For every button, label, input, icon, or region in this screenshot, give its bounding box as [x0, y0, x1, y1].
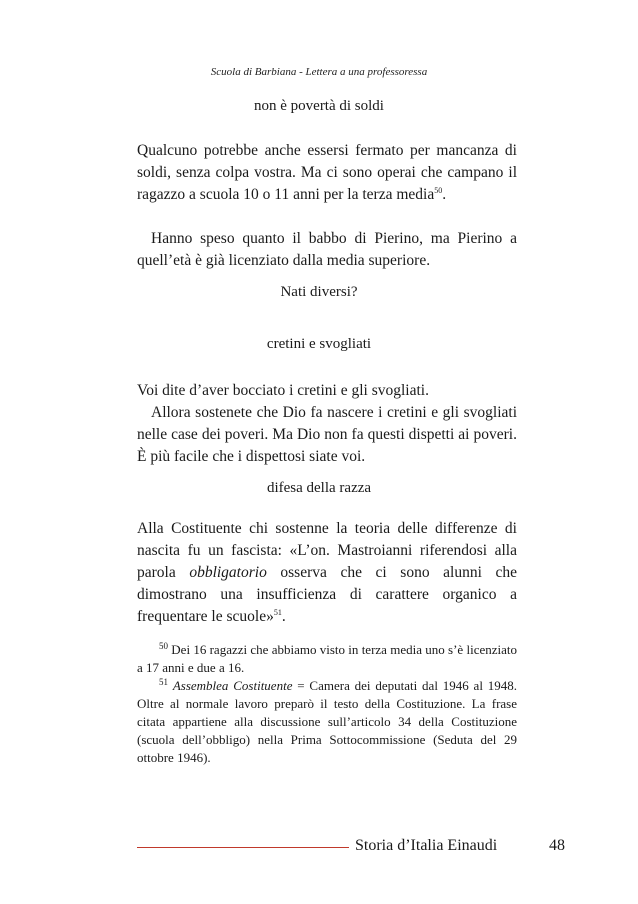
section-heading-born-different: Nati diversi? [280, 284, 358, 300]
paragraph-poverty-1 [137, 140, 517, 206]
footer-rule [137, 847, 349, 848]
section-heading-race: difesa della razza [266, 480, 372, 496]
paragraph-end: . [281, 608, 286, 625]
footnote-text: = Camera dei deputati dal 1946 al 1948. Oltre al normale lavoro preparò il testo della Costituzione. La frase citata appartiene alla discussione sull’articolo 34 della Costituzione (scuola dell’obbligo) nella Prima Sottocommissione (Seduta del 29 ottobre 1946). [137, 678, 518, 765]
paragraph-text-a: Alla Costituente chi sostenne la teoria delle differenze di nascita fu un fascista: «L’on. Mastroianni riferendosi alla parola [137, 520, 517, 581]
footnote-50 [137, 641, 517, 677]
paragraph-cretins-1: Voi dite d’aver bocciato i cretini e gli svogliati. [137, 382, 429, 399]
paragraph-end: . [442, 186, 447, 203]
paragraph-cretins-2: Allora sostenete che Dio fa nascere i cretini e gli svogliati nelle case dei poveri. Ma Dio non fa questi dispetti ai poveri. È più facile che i dispettosi siate voi. [137, 404, 517, 465]
section-heading-cretins: cretini e svogliati [266, 336, 372, 352]
footnote-ref-50[interactable]: 50 [434, 185, 443, 195]
running-header: Scuola di Barbiana - Lettera a una professoressa [210, 66, 428, 78]
section-heading-poverty: non è povertà di soldi [254, 98, 384, 114]
paragraph-race-1 [137, 518, 517, 628]
emphasis-obbligatorio: obbligatorio [189, 564, 267, 581]
paragraph-poverty-2: Hanno speso quanto il babbo di Pierino, ma Pierino a quell’età è già licenziato dalla media superiore. [137, 230, 517, 269]
footnote-number: 50 [159, 640, 168, 651]
footnote-51 [137, 677, 517, 767]
paragraph-text: Qualcuno potrebbe anche essersi fermato per mancanza di soldi, senza colpa vostra. Ma ci sono operai che campano il ragazzo a scuola 10 o 11 anni per la terza media [137, 142, 517, 203]
footnote-number: 51 [159, 676, 168, 687]
footer-publisher: Storia d’Italia Einaudi [355, 837, 498, 854]
paragraph-text-b: osserva che ci sono alunni che dimostrano una insufficienza di carattere organico a frequentare le scuole» [137, 564, 517, 625]
page-number: 48 [549, 837, 565, 854]
footnote-text: Dei 16 ragazzi che abbiamo visto in terza media uno s’è licenziato a 17 anni e due a 16. [137, 642, 517, 675]
footnote-ref-51[interactable]: 51 [273, 607, 282, 617]
footnote-emphasis: Assemblea Costituente [172, 678, 293, 693]
